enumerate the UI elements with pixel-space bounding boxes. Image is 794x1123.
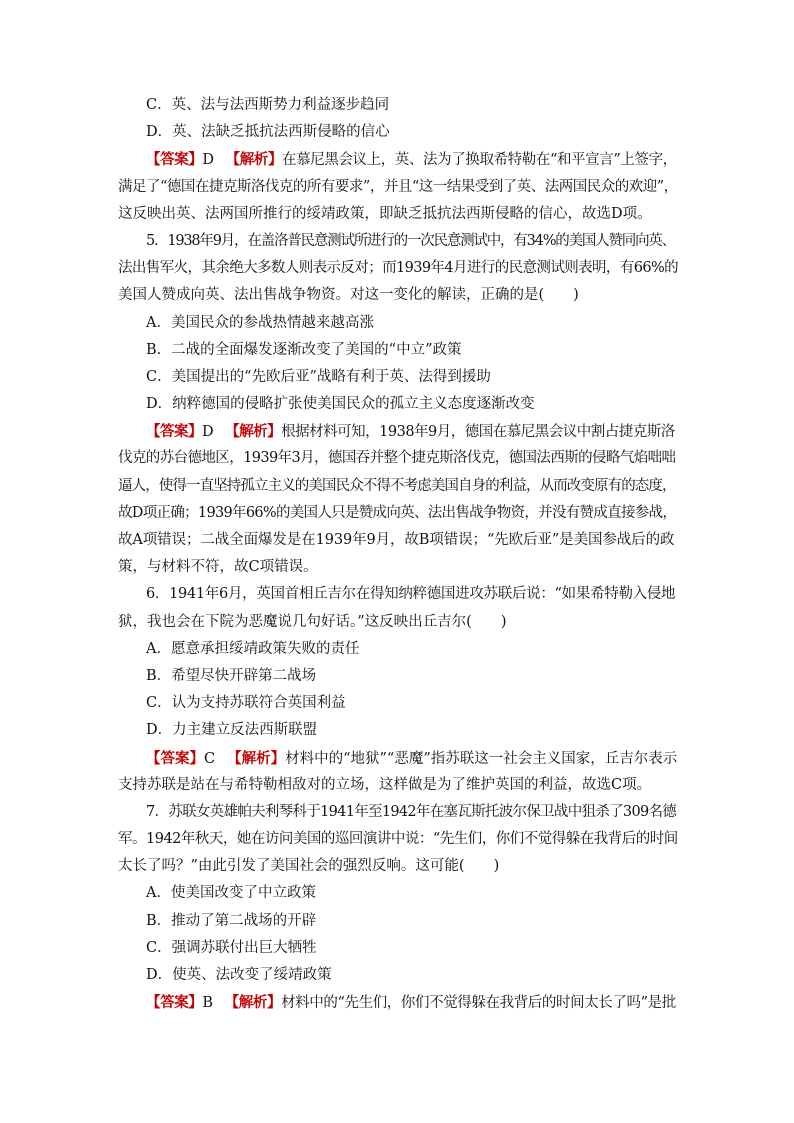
q4-analysis-line: 满足了“德国在捷克斯洛伐克的所有要求”，并且“这一结果受到了英、法两国民众的欢迎”，: [118, 178, 678, 195]
q6-answer-line: [118, 745, 678, 772]
q5-analysis-line: 故D项正确；1939年66%的美国人只是赞成向英、法出售战争物资，并没有赞成直接参战，: [118, 504, 677, 521]
answer-tag: 【答案】: [146, 994, 203, 1012]
answer-tag: 【答案】: [146, 423, 202, 441]
analysis-tag: 【解析】: [224, 994, 282, 1012]
q7-option-b: B．推动了第二战场的开辟: [146, 912, 317, 929]
q7-option-c: C．强调苏联付出巨大牺牲: [146, 939, 317, 956]
answer-letter: C: [204, 750, 216, 767]
answer-tag: 【答案】: [146, 151, 203, 169]
analysis-tag: 【解析】: [225, 423, 282, 441]
q7-stem-line: 军。1942年秋天，她在访问美国的巡回演讲中说：“先生们，你们不觉得躲在我背后的时间: [118, 831, 678, 848]
answer-tag: 【答案】: [146, 749, 204, 767]
q5-option-c: C．美国提出的“先欧后亚”战略有利于英、法得到援助: [146, 368, 491, 385]
answer-letter: B: [202, 995, 213, 1012]
q4-option-c: C．英、法与法西斯势力利益逐步趋同: [146, 97, 390, 113]
analysis-text: 材料中的“先生们，你们不觉得躲在我背后的时间太长了吗”是批: [281, 995, 676, 1012]
q6-option-b: B．希望尽快开辟第二战场: [146, 667, 317, 684]
q4-answer-line: [118, 146, 678, 173]
analysis-text: 根据材料可知，1938年9月，德国在慕尼黑会议中割占捷克斯洛: [281, 424, 675, 441]
q5-analysis-line: 故A项错误；二战全面爆发是在1939年9月，故B项错误；“先欧后亚”是美国参战后的政: [118, 532, 675, 548]
q7-stem-line: 7．苏联女英雄帕夫利琴科于1941年至1942年在塞瓦斯托波尔保卫战中狙杀了309名德: [146, 803, 677, 820]
q6-option-a: A．愿意承担绥靖政策失败的责任: [146, 640, 360, 657]
q5-answer-line: [118, 418, 678, 445]
q5-analysis-line: 策，与材料不符，故C项错误。: [118, 559, 318, 576]
q7-option-d: D．使英、法改变了绥靖政策: [146, 967, 332, 983]
q7-answer-line: [118, 989, 678, 1016]
q5-stem-line: 美国人赞成向英、法出售战争物资。对这一变化的解读，正确的是( ): [118, 287, 579, 304]
q5-stem-line: 5．1938年9月，在盖洛普民意测试所进行的一次民意测试中，有34%的美国人赞同向英、: [146, 232, 675, 249]
analysis-tag: 【解析】: [225, 151, 283, 169]
q5-option-b: B．二战的全面爆发逐渐改变了美国的“中立”政策: [146, 341, 462, 358]
q5-option-a: A．美国民众的参战热情越来越高涨: [146, 314, 374, 331]
q5-analysis-line: 逼人，使得一直坚持孤立主义的美国民众不得不考虑美国自身的利益，从而改变原有的态度，: [118, 477, 676, 494]
analysis-text: 在慕尼黑会议上，英、法为了换取希特勒在“和平宣言”上签字，: [282, 152, 677, 169]
q6-analysis-line: 支持苏联是站在与希特勒相敌对的立场，这样做是为了维护英国的利益，故选C项。: [118, 776, 652, 793]
q5-stem-line: 法出售军火，其余绝大多数人则表示反对；而1939年4月进行的民意测试则表明，有66%的: [118, 260, 679, 277]
answer-letter: D: [202, 424, 214, 441]
q7-stem-line: 太长了吗？”由此引发了美国社会的强烈反响。这可能( ): [118, 858, 500, 875]
q7-option-a: A．使美国改变了中立政策: [146, 885, 316, 902]
document-body: [118, 92, 678, 1016]
q4-option-d: D．英、法缺乏抵抗法西斯侵略的信心: [146, 124, 390, 141]
q5-option-d: D．纳粹德国的侵略扩张使美国民众的孤立主义态度逐渐改变: [146, 396, 535, 413]
answer-letter: D: [202, 152, 214, 169]
q6-option-c: C．认为支持苏联符合英国利益: [146, 695, 346, 712]
q6-stem-line: 6．1941年6月，英国首相丘吉尔在得知纳粹德国进攻苏联后说：“如果希特勒入侵地: [146, 586, 676, 603]
q5-analysis-line: 伐克的苏台德地区，1939年3月，德国吞并整个捷克斯洛伐克，德国法西斯的侵略气焰咄咄: [118, 450, 676, 467]
q6-stem-line: 狱，我也会在下院为恶魔说几句好话。”这反映出丘吉尔( ): [118, 613, 507, 630]
analysis-tag: 【解析】: [227, 749, 286, 767]
q6-option-d: D．力主建立反法西斯联盟: [146, 722, 318, 739]
analysis-text: 材料中的“地狱”“恶魔”指苏联这一社会主义国家，丘吉尔表示: [285, 750, 678, 767]
q4-analysis-line: 这反映出英、法两国所推行的绥靖政策，即缺乏抵抗法西斯侵略的信心，故选D项。: [118, 205, 652, 222]
